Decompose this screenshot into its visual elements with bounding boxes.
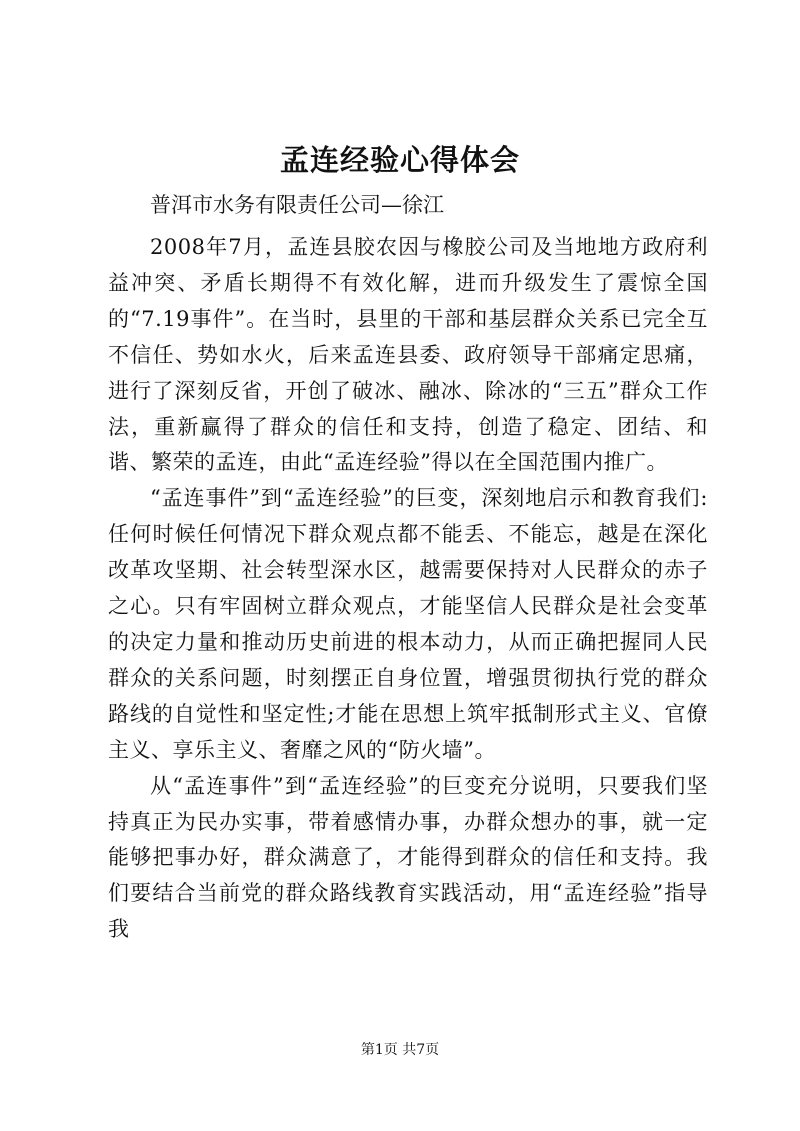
page-indicator: 第1页 共7页 bbox=[360, 1042, 440, 1058]
body-paragraph-3: 从“孟连事件”到“孟连经验”的巨变充分说明，只要我们坚持真正为民办实事，带着感情办事，办群众想办的事，就一定能够把事办好，群众满意了，才能得到群众的信任和支持。我们要结合当前党的群众路线教育实践活动，用“孟连经验”指导我 bbox=[108, 773, 708, 942]
body-paragraph-2: “孟连事件”到“孟连经验”的巨变，深刻地启示和教育我们:任何时候任何情况下群众观点都不能丢、不能忘，越是在深化改革攻坚期、社会转型深水区，越需要保持对人民群众的赤子之心。只有牢固树立群众观点，才能坚信人民群众是社会变革的决定力量和推动历史前进的根本动力，从而正确把握同人民群众的关系问题，时刻摆正自身位置，增强贯彻执行党的群众路线的自觉性和坚定性;才能在思想上筑牢抵制形式主义、官僚主义、享乐主义、奢靡之风的“防火墙”。 bbox=[108, 486, 708, 762]
document-title: 孟连经验心得体会 bbox=[279, 143, 520, 177]
body-paragraph-1: 2008年7月，孟连县胶农因与橡胶公司及当地地方政府利益冲突、矛盾长期得不有效化解，进而升级发生了震惊全国的“7.19事件”。在当时，县里的干部和基层群众关系已完全互不信任、势如水火，后来孟连县委、政府领导干部痛定思痛，进行了深刻反省，开创了破冰、融冰、除冰的“三五”群众工作法，重新赢得了群众的信任和支持，创造了稳定、团结、和谐、繁荣的孟连，由此“孟连经验”得以在全国范围内推广。 bbox=[108, 235, 708, 475]
document-body bbox=[108, 230, 708, 948]
author-line: 普洱市水务有限责任公司—徐江 bbox=[150, 193, 444, 217]
